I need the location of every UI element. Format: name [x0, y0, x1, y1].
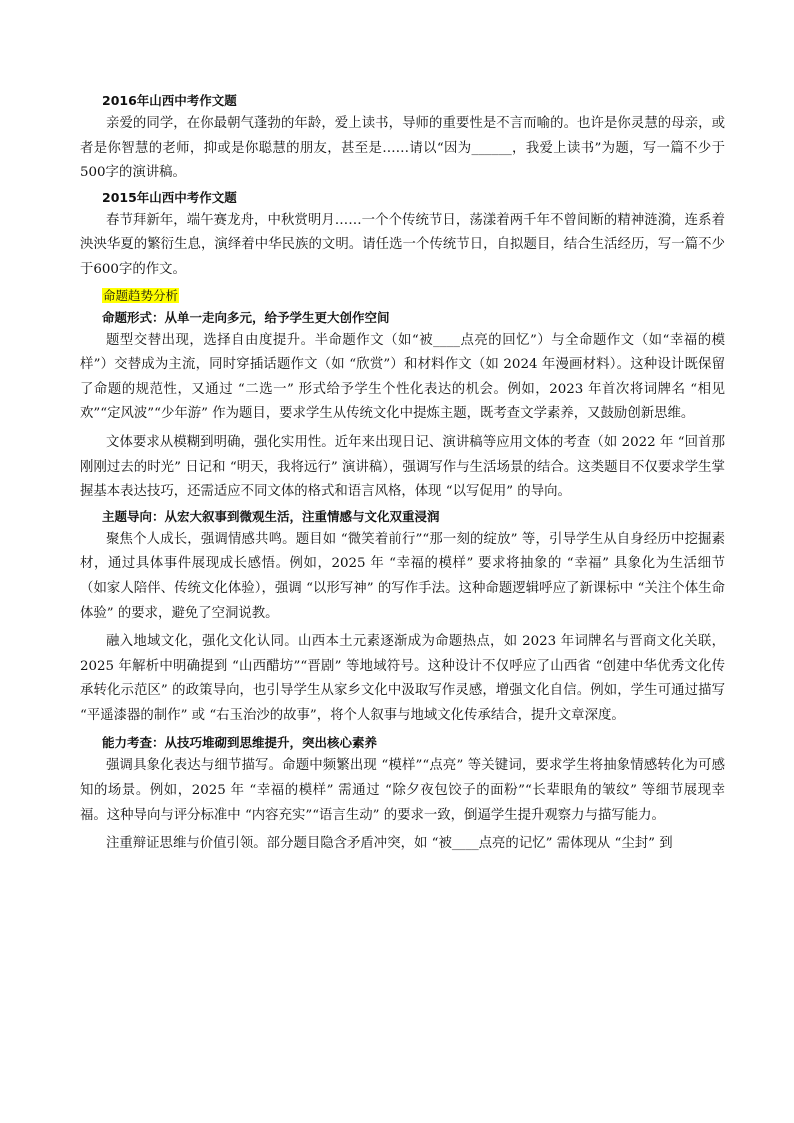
theme-paragraph-1: 聚焦个人成长，强调情感共鸣。题目如 “微笑着前行”“那一刻的绽放” 等，引导学生从自身经历中挖掘素材，通过具体事件展现成长感悟。例如，2025 年 “幸福的模样” 要求将抽象的 “幸福” 具象化为生活细节（如家人陪伴、传统文化体验），强调 “以形写神” 的写作手法。这种命题逻辑呼应了新课标中 “关注个体生命体验” 的要求，避免了空洞说教。: [80, 531, 725, 621]
heading-2015: 2015年山西中考作文题: [102, 189, 237, 205]
theme-heading: 主题导向：从宏大叙事到微观生活，注重情感与文化双重浸润: [102, 508, 440, 524]
ability-heading: 能力考查：从技巧堆砌到思维提升，突出核心素养: [102, 735, 378, 751]
paragraph-2015: 春节拜新年，端午赛龙舟，中秋赏明月……一个个传统节日，荡漾着两千年不曾间断的精神涟漪，连系着泱泱华夏的繁衍生息，演绎着中华民族的文明。请任选一个传统节日，自拟题目，结合生活经历，写一篇不少于600字的作文。: [80, 212, 725, 277]
form-heading: 命题形式：从单一走向多元，给予学生更大创作空间: [102, 309, 390, 325]
heading-2016: 2016年山西中考作文题: [102, 93, 237, 108]
form-paragraph-1: 题型交替出现，选择自由度提升。半命题作文（如“被____点亮的回忆”）与全命题作文（如“幸福的模样”）交替成为主流，同时穿插话题作文（如 “欣赏”）和材料作文（如 2024 年漫画材料）。这种设计既保留了命题的规范性，又通过 “二选一” 形式给予学生个性化表达的机会。例如，2023 年首次将词牌名 “相见欢”“定风波”“少年游” 作为题目，要求学生从传统文化中提炼主题，既考查文学素养，又鼓励创新思维。: [80, 332, 725, 422]
trend-label-row: [102, 284, 725, 306]
theme-paragraph-2: 融入地域文化，强化文化认同。山西本土元素逐渐成为命题热点，如 2023 年词牌名与晋商文化关联，2025 年解析中明确提到 “山西醋坊”“晋剧” 等地域符号。这种设计不仅呼应了山西省 “创建中华优秀文化传承转化示范区” 的政策导向，也引导学生从家乡文化中汲取写作灵感，增强文化自信。例如，学生可通过描写 “平遥漆器的制作” 或 “右玉治沙的故事”，将个人叙事与地域文化传承结合，提升文章深度。: [80, 634, 725, 723]
form-paragraph-2: 文体要求从模糊到明确，强化实用性。近年来出现日记、演讲稿等应用文体的考查（如 2022 年 “回首那刚刚过去的时光” 日记和 “明天，我将远行” 演讲稿），强调写作与生活场景的结合。这类题目不仅要求学生掌握基本表达技巧，还需适应不同文体的格式和语言风格，体现 “以写促用” 的导向。: [80, 434, 725, 500]
ability-paragraph-1: 强调具象化表达与细节描写。命题中频繁出现 “模样”“点亮” 等关键词，要求学生将抽象情感转化为可感知的场景。例如，2025 年 “幸福的模样” 需通过 “除夕夜包饺子的面粉”“长辈眼角的皱纹” 等细节展现幸福。这种导向与评分标准中 “内容充实”“语言生动” 的要求一致，倒逼学生提升观察力与描写能力。: [80, 758, 725, 823]
paragraph-2016: 亲爱的同学，在你最朝气蓬勃的年龄，爱上读书，导师的重要性是不言而喻的。也许是你灵慧的母亲，或者是你智慧的老师，抑或是你聪慧的朋友，甚至是……请以“因为______，我爱上读书”为题，写一篇不少于500字的演讲稿。: [80, 116, 725, 181]
document-page: [80, 90, 725, 857]
trend-analysis-label: 命题趋势分析: [103, 287, 179, 303]
ability-paragraph-2: 注重辩证思维与价值引领。部分题目隐含矛盾冲突，如 “被____点亮的记忆” 需体现从 “尘封” 到: [106, 836, 673, 852]
